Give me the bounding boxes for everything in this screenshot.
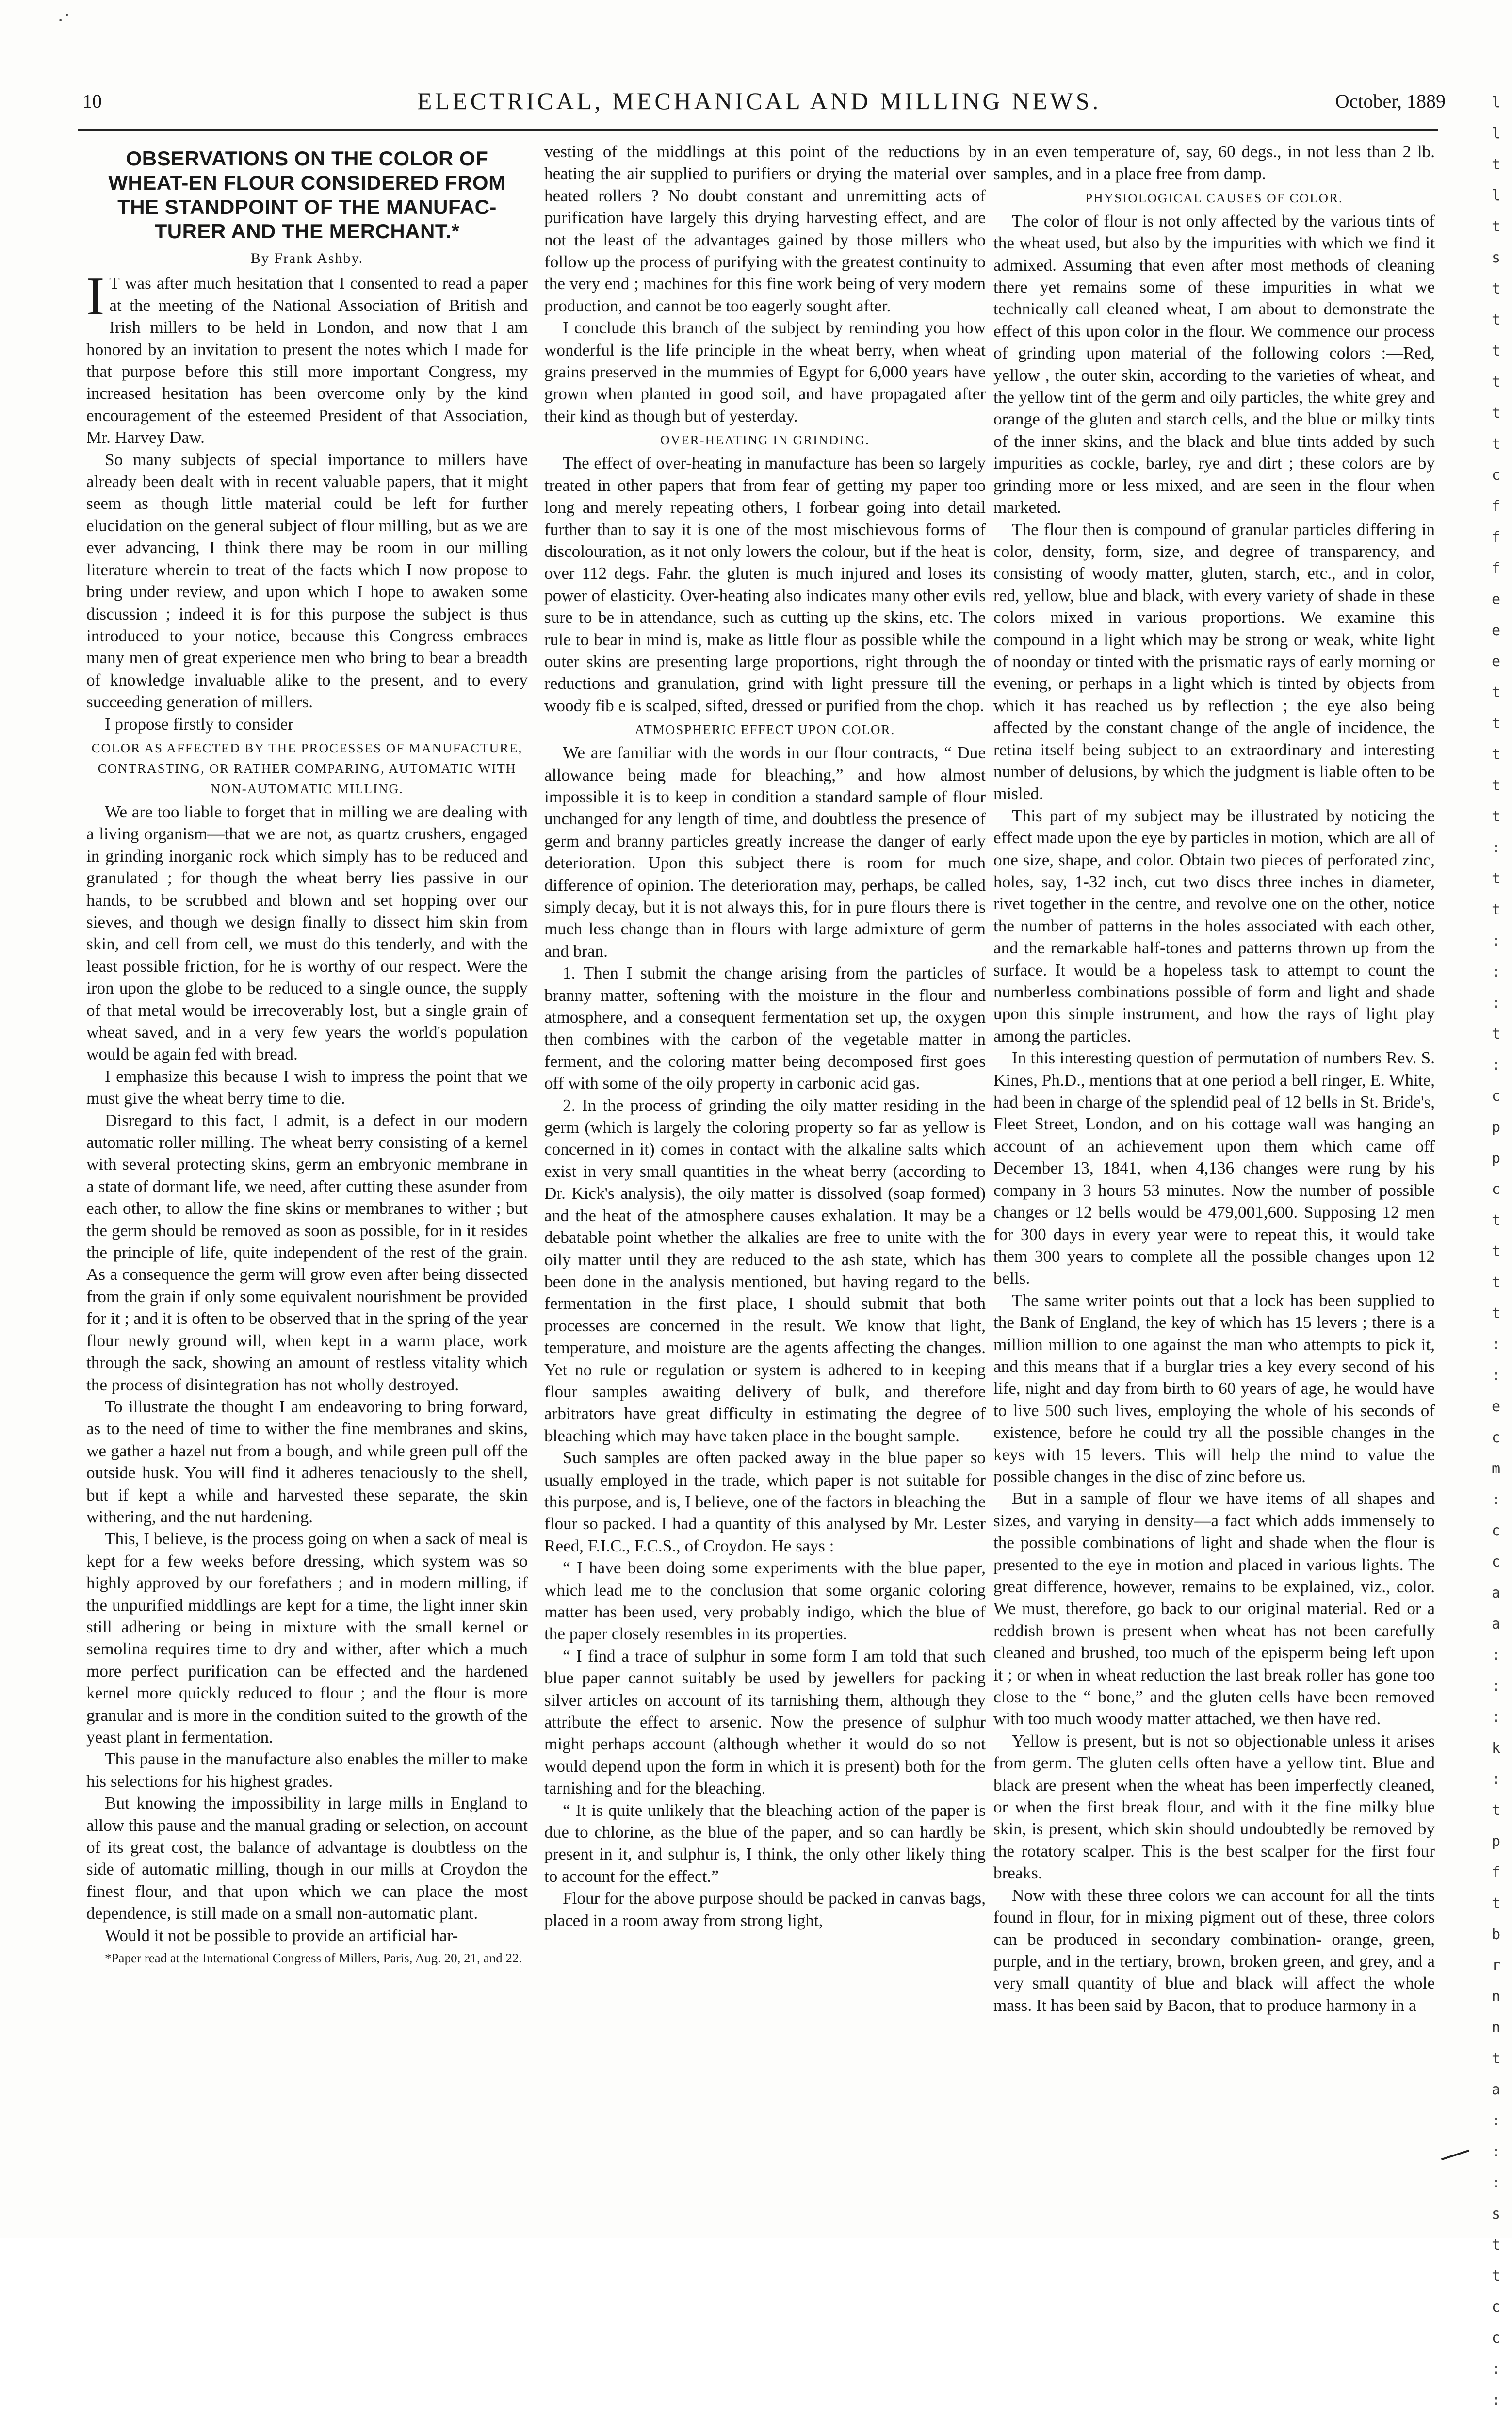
paragraph: This part of my subject may be illustrated by noticing the effect made upon the eye by particles in motion, which are all of one size, shape, and color. Obtain two pieces of perforated zinc, holes, say, 1-32 inch, cut two discs three inches in diameter, rivet together in the centre, and revolve one on the other, notice the number of patterns in the holes associated with each other, and the remarkable half-tones and patterns thrown up from the surface. It would be a hopeless task to attempt to count the numberless combinations possible of form and light and shade upon this simple instrument, and how the rays of light play among the particles. [993, 806, 1435, 1045]
paragraph: Yellow is present, but is not so objectionable unless it arises from germ. The gluten cells often have a yellow tint. Blue and black are present when the wheat has been imperfectly cleaned, or when the first break flour, and with it the fine milky blue skin, is present, which skin should undoubtedly be removed by the rotatory scalper. This is the best scalper for the first four breaks. [993, 1731, 1435, 1883]
paragraph: So many subjects of special importance to millers have already been dealt with in recent valuable papers, that it might seem as though little material could be left for further elucidation on the general subject of flour milling, but as we are ever advancing, I think there may be room in our milling literature wherein to treat of the facts which I now propose to bring under review, and upon which I hope to awaken some discussion ; indeed it is for this purpose the subject is thus introduced to your notice, because this Congress embraces many men of great experience men who bring to bear a breadth of knowledge invaluable alike to the present, and to every succeeding generation of millers. [86, 450, 528, 712]
paragraph: Flour for the above purpose should be packed in canvas bags, placed in a room away from strong light, [544, 1889, 986, 1930]
column-3 [993, 141, 1435, 2188]
page-header [73, 85, 1446, 129]
paragraph: The same writer points out that a lock has been supplied to the Bank of England, the key of which has 15 levers ; there is a million million to one against the man who attempts to pick it, and this means that if a burglar tries a key every second of his life, night and day from birth to 60 years of age, he would have to live 500 such lives, employing the whole of his seconds of existence, before he could try all the possible changes in the keys with 15 levers. This will help the mind to value the possible changes in the disc of zinc before us. [993, 1290, 1435, 1486]
paragraph: This pause in the manufacture also enables the miller to make his selections for his highest grades. [86, 1749, 528, 1791]
paragraph: This, I believe, is the process going on when a sack of meal is kept for a few weeks before dressing, which system was so highly approved by our forefathers ; and in modern milling, if the unpurified middlings are kept for a time, the light inner skin still adhering or being in mixture with the small kernel or semolina requires time to dry and wither, after which a much more perfect purification can be effected and the hardened kernel more quickly reduced to flour ; and the flour is more granular and is more in the condition suited to the growth of the yeast plant in fermentation. [86, 1529, 528, 1747]
paragraph: “ I find a trace of sulphur in some form I am told that such blue paper cannot suitably be used by jewellers for packing silver articles on account of its tarnishing them, although they attribute the effect to arsenic. Now the presence of sulphur might perhaps account (although whether it would do so not would depend upon the form in which it is present) both for the tarnishing and for the bleaching. [544, 1646, 986, 1798]
paragraph: Now with these three colors we can account for all the tints found in flour, for in mixing pigment out of these, three colors can be produced in secondary combination- orange, green, purple, and in the tertiary, brown, broken green, and grey, and a very small quantity of blue and black will affect the whole mass. It has been said by Bacon, that to produce harmony in a [993, 1885, 1435, 2015]
paragraph: I propose firstly to consider [105, 714, 293, 734]
paragraph: In this interesting question of permutation of numbers Rev. S. Kines, Ph.D., mentions that at one period a bell ringer, E. White, had been in charge of the splendid peal of 12 bells in St. Bride's, Fleet Street, London, and on his cottage wall was hanging an account of an achievement upon them which came off December 13, 1841, when 4,136 changes were rung by his company in 3 hours 53 minutes. Now the number of possible changes or 12 bells would be 479,001,600. Supposing 12 men for 300 days in every year were to repeat this, it would take them 300 years to complete all the possible changes upon 12 bells. [993, 1048, 1435, 1288]
paragraph: But in a sample of flour we have items of all shapes and sizes, and varying in density—a fact which adds immensely to the possible combinations of light and shade when the flour is presented to the eye in motion and placed in various lights. The great difference, however, remains to be explained, viz., color. We must, therefore, go back to our original material. Red or a reddish brown is present when wheat has not been carefully cleaned and brushed, too much of the episperm being left upon it ; or when in wheat reduction the last break roller has gone too close to the “ bone,” and the gluten cells have been removed with too much woody matter attached, we then have red. [993, 1489, 1435, 1729]
paragraph: But knowing the impossibility in large mills in England to allow this pause and the manual grading or selection, on account of its great cost, the balance of advantage is doubtless on the side of automatic milling, though in our mills at Croydon the finest flour, and that upon which we can place the most dependence, is still made on a small non-automatic plant. [86, 1794, 528, 1923]
paragraph: Would it not be possible to provide an artificial har- [105, 1926, 458, 1945]
section-heading: COLOR AS AFFECTED BY THE PROCESSES OF MANUFACTURE, CONTRASTING, OR RATHER COMPARING, AUTOMATIC WITH NON-AUTOMATIC MILLING. [91, 740, 523, 796]
paragraph: 1. Then I submit the change arising from the particles of branny matter, softening with the moisture in the flour and atmosphere, and a consequent fermentation set up, the oxygen then combines with the carbon of the vegetable matter in ferment, and the coloring matter being decomposed first goes off with some of the oily property in carbonic acid gas. [544, 963, 986, 1093]
drop-cap: I [86, 266, 105, 327]
paragraph: We are familiar with the words in our flour contracts, “ Due allowance being made for bleaching,” and how almost impossible it is to keep in condition a standard sample of flour unchanged for any length of time, and doubtless the presence of germ and branny particles greatly increase the danger of early deterioration. Upon this subject there is room for much difference of opinion. The deterioration may, perhaps, be called simply decay, but it is not always this, for in pure flours there is much less change than in flours with large admixture of germ and bran. [544, 743, 986, 961]
section-heading: OVER-HEATING IN GRINDING. [660, 433, 870, 448]
column-2 [544, 141, 986, 2188]
paragraph: “ It is quite unlikely that the bleaching action of the paper is due to chlorine, as the blue of the paper, and so can hardly be present in it, and sulphur is, I think, the only other likely thing to account for the effect.” [544, 1800, 986, 1886]
paragraph: Disregard to this fact, I admit, is a defect in our modern automatic roller milling. The wheat berry consisting of a kernel with several protecting skins, germ an embryonic membrane in a state of dormant life, we need, after cutting these asunder from each other, to allow the fine skins or membranes to wither ; but the germ should be removed as soon as possible, for in it resides the principle of life, quite independent of the rest of the grain. As a consequence the germ will grow even after being dissected from the grain if only some equivalent nourishment be provided for it ; and it is often to be observed that in the spring of the year flour newly ground will, when kept in a warm place, work through the sack, showing an amount of restless vitality which the process of disintegration has not wholly destroyed. [86, 1110, 528, 1394]
page-edge-mark [1441, 2150, 1469, 2160]
column-1 [86, 141, 528, 2188]
footnote: *Paper read at the International Congress of Millers, Paris, Aug. 20, 21, and 22. [105, 1951, 522, 1966]
paragraph: The color of flour is not only affected by the various tints of the wheat used, but also by the impurities with which we find it admixed. Assuming that even after most methods of cleaning there yet remains some of these impurities in what we technically call cleaned wheat, I am about to demonstrate the effect of this upon color in the flour. We commence our process of grinding upon material of the following colors :—Red, yellow , the outer skin, according to the varieties of wheat, and the yellow tint of the germ and oily particles, the white grey and orange of the gluten and starch cells, and the blue or milky tints of the inner skins, and the black and blue tints added by such impurities as cockle, barley, rye and dirt ; these colors are by grinding more or less mixed, and are seen in the flour when marketed. [993, 211, 1435, 517]
paragraph: Such samples are often packed away in the blue paper so usually employed in the trade, which paper is not suitable for this purpose, and is, I believe, one of the factors in bleaching the flour so packed. I had a quantity of this analysed by Mr. Lester Reed, F.I.C., F.C.S., of Croydon. He says : [544, 1448, 986, 1555]
paragraph: “ I have been doing some experiments with the blue paper, which lead me to the conclusion that some organic coloring matter has been used, very probably indigo, which the blue of the paper closely resembles in its properties. [544, 1558, 986, 1644]
page-number: 10 [82, 90, 102, 112]
paragraph: The effect of over-heating in manufacture has been so largely treated in other papers that from fear of getting my paper too long and merely repeating others, I forbear going into detail further than to say it is one of the most mischievous forms of discolouration, as it not only lowers the colour, but if the heat is over 112 degs. Fahr. the gluten is much injured and loses its power of elasticity. Over-heating also indicates many other evils sure to be in attendance, such as cutting up the skins, etc. The rule to bear in mind is, make as little flour as possible while the outer skins are presenting large proportions, right through the reductions and granulation, grind with light pressure till the woody fib e is scalped, sifted, dressed or purified from the chop. [544, 454, 986, 715]
header-rule [78, 129, 1438, 131]
paragraph: The flour then is compound of granular particles differing in color, density, form, size, and degree of transparency, and consisting of woody matter, gluten, starch, etc., and in color, red, yellow, blue and black, with every variety of shade in these colors mixed in various proportions. We examine this compound in a light which may be strong or weak, white light of noonday or tinted with the prismatic rays of early morning or evening, or perhaps in a light which is tinted by objects from which it has reached us by reflection ; the eye also being affected by the constant change of the angle of incidence, the retina itself being subject to an extraordinary and interesting number of delusions, by which the judgment is liable often to be misled. [993, 520, 1435, 803]
paragraph: in an even temperature of, say, 60 degs., in not less than 2 lb. samples, and in a place free from damp. [993, 142, 1435, 183]
paragraph: I conclude this branch of the subject by reminding you how wonderful is the life principle in the wheat berry, when wheat grains preserved in the mummies of Egypt for 6,000 years have grown when planted in good soil, and have propagated after their kind as though but of yesterday. [544, 318, 986, 425]
paragraph: 2. In the process of grinding the oily matter residing in the germ (which is largely the coloring property so far as yellow is concerned in it) comes in contact with the alkaline salts which exist in very small quantities in the wheat berry (according to Dr. Kick's analysis), the oily matter is dissolved (soap formed) and the heat of the atmosphere causes exhalation. It may be a debatable point whether the alkalies are free to unite with the oily matter until they are reduced to the ash state, which has been done in the analysis mentioned, but having regard to the fermentation in the first place, I should submit that both processes are concerned in the result. We know that light, temperature, and moisture are the agents affecting the changes. Yet no rule or regulation or system is adhered to in keeping flour samples awaiting delivery of bulk, and therefore arbitrators have great difficulty in estimating the degree of bleaching which may have taken place in the bought sample. [544, 1095, 986, 1445]
paragraph: I T was after much hesitation that I consented to read a paper at the meeting of the National Association of British and Irish millers to be held in London, and now that I am honored by an invitation to present the notes which I made for that purpose before this still more important Congress, my increased hesitation has been overcome only by the kind encouragement of the esteemed President of that Association, Mr. Harvey Daw. [86, 266, 528, 447]
paragraph: To illustrate the thought I am endeavoring to bring forward, as to the need of time to wither the fine membranes and skins, we gather a hazel nut from a bough, and while green pull off the outside husk. You will find it adheres tenaciously to the shell, but if kept a while and harvested these separate, the skin withering, and the nut hardening. [86, 1397, 528, 1526]
scan-speck: ·˙ [57, 9, 70, 31]
issue-date: October, 1889 [1335, 90, 1446, 112]
paragraph: I emphasize this because I wish to impress the point that we must give the wheat berry time to die. [86, 1066, 528, 1108]
adjacent-page-bleed-text: lltltsttttttcfffeeettttt:tt:::t:cppctttt::ecm:ccaa:::k:tpftbrnnta:::sttcc:: [1492, 94, 1501, 2409]
section-heading: PHYSIOLOGICAL CAUSES OF COLOR. [1085, 190, 1343, 205]
publication-title: ELECTRICAL, MECHANICAL AND MILLING NEWS. [417, 87, 1102, 114]
article-title: OBSERVATIONS ON THE COLOR OF WHEAT-EN FLOUR CONSIDERED FROM THE STANDPOINT OF THE MANUFAC-TURER AND THE MERCHANT.* [108, 147, 506, 243]
section-heading: ATMOSPHERIC EFFECT UPON COLOR. [634, 722, 895, 737]
paragraph: We are too liable to forget that in milling we are dealing with a living organism—that we are not, as quartz crushers, engaged in grinding inorganic rock which simply has to be reduced and granulated ; for though the wheat berry lies passive in our hands, to be scrubbed and blown and set hopping over our sieves, and though we design finally to dissect him skin from skin, and cell from cell, we must do this tenderly, and with the least possible friction, for he is worthy of our respect. Were the iron upon the globe to be reduced to a single ounce, the supply of that metal would be irrecoverably lost, but a single grain of wheat saved, and in a very few years the world's population would be again fed with bread. [86, 802, 528, 1064]
article-byline: By Frank Ashby. [250, 250, 364, 266]
paragraph: vesting of the middlings at this point of the reductions by heating the air supplied to purifiers or drying the material over heated rollers ? No doubt constant and unremitting acts of purification have largely this drying harvesting effect, and are not the least of the advantages gained by those millers who follow up the process of purifying with the greatest continuity to the very end ; machines for this fine work being of very modern production, and cannot be too eagerly sought after. [544, 142, 986, 315]
